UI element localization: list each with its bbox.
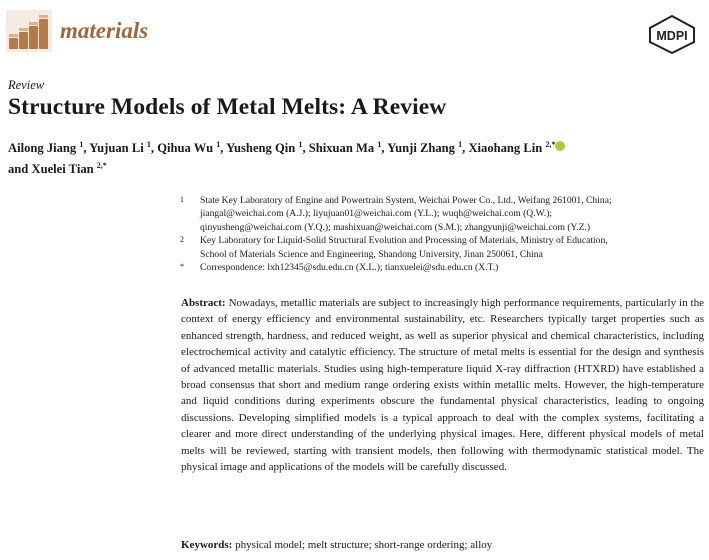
author-name[interactable]: Xiaohang Lin — [468, 141, 543, 156]
author-name[interactable]: Yusheng Qin — [226, 141, 296, 156]
affiliation-line: School of Materials Science and Engineering, Shandong University, Jinan 250061, China — [200, 248, 543, 260]
affiliation — [180, 234, 700, 261]
author-affiliation-mark: 1 — [458, 140, 463, 149]
affiliation-line: Key Laboratory for Liquid-Solid Structural Evolution and Processing of Materials, Ministry of Education, — [200, 235, 608, 247]
author-separator: , — [381, 141, 388, 156]
affiliation-list — [180, 194, 700, 274]
affiliation-line: Correspondence: lxh12345@sdu.edu.cn (X.L.); tianxuelei@sdu.edu.cn (X.T.) — [200, 262, 499, 274]
author-affiliation-mark: 1 — [146, 140, 151, 149]
affiliation-number: 2 — [180, 235, 184, 245]
affiliation — [180, 261, 700, 274]
author-name[interactable]: Qihua Wu — [157, 141, 214, 156]
article-type: Review — [8, 78, 45, 92]
author-affiliation-mark: 2,* — [96, 161, 107, 171]
author-separator: , — [220, 141, 227, 156]
journal-logo-icon — [6, 10, 52, 52]
affiliation — [180, 194, 700, 234]
keywords-label: Keywords: — [181, 539, 233, 551]
author-name[interactable]: Yujuan Li — [89, 141, 144, 156]
author-separator: , — [462, 141, 469, 156]
author-name[interactable]: Xuelei Tian — [31, 162, 94, 177]
journal-logo[interactable] — [6, 10, 148, 52]
mdpi-logo[interactable] — [647, 14, 697, 54]
author-affiliation-mark: 1 — [79, 140, 84, 149]
author-separator: , — [83, 141, 90, 156]
author-affiliation-mark: 1 — [298, 140, 303, 149]
article-title: Structure Models of Metal Melts: A Review — [8, 94, 447, 120]
author-name[interactable]: Ailong Jiang — [8, 141, 77, 156]
author-affiliation-mark: 1 — [377, 140, 382, 149]
author-list — [8, 136, 698, 178]
keywords-text: physical model; melt structure; short-range ordering; alloy — [235, 539, 493, 551]
author-separator: , — [302, 141, 309, 156]
affiliation-line: qinyusheng@weichai.com (Y.Q.); mashixuan@weichai.com (S.M.); zhangyunji@weichai.com (Y.Z.) — [200, 221, 591, 233]
mdpi-logo-text: MDPI — [656, 29, 688, 43]
abstract — [181, 295, 704, 475]
abstract-label: Abstract: — [181, 297, 226, 309]
author-affiliation-mark: 2,* — [545, 140, 556, 149]
affiliation-line: State Key Laboratory of Engine and Powertrain System, Weichai Power Co., Ltd., Weifang 261001, China; — [200, 195, 612, 206]
authors-line2-prefix: and — [8, 162, 32, 177]
author-separator: , — [150, 141, 158, 156]
keywords — [181, 537, 704, 553]
affiliation-number: * — [180, 262, 184, 272]
author-name[interactable]: Yunji Zhang — [387, 141, 455, 156]
abstract-text: Nowadays, metallic materials are subject to increasingly high performance requirements, particularly in the context of energy efficiency and environmental sustainability, etc. Researchers typically target properties such as enhanced strength, hardness, and reduced weight, as well as superior physical and chemical characteristics, including electrochemical activity and catalytic efficiency. The structure of metal melts is essential for the design and synthesis of advanced metallic materials. Studies using high-temperature liquid X-ray diffraction (HTXRD) have established a broad consensus that short and medium range ordering exists within metallic melts. However, the high-temperature and liquid conditions during experiments obscure the fundamental physical characteristics, leading to ongoing discussions. Developing simplified models is a typical approach to deal with the complex systems, facilitating a clearer and more direct understanding of the underlying physical images. Here, different physical models of metal melts will be reviewed, starting with transient models, then following with thermodynamic statistical model. The physical image and applications of the models will be carefully discussed. — [181, 297, 704, 474]
journal-name: materials — [60, 18, 149, 43]
author-affiliation-mark: 1 — [216, 140, 221, 149]
affiliation-line: jiangal@weichai.com (A.J.); liyujuan01@weichai.com (Y.L.); wuqh@weichai.com (Q.W.); — [200, 208, 553, 220]
affiliation-number: 1 — [180, 195, 184, 204]
author-name[interactable]: Shixuan Ma — [308, 141, 375, 156]
orcid-icon[interactable] — [555, 141, 565, 151]
